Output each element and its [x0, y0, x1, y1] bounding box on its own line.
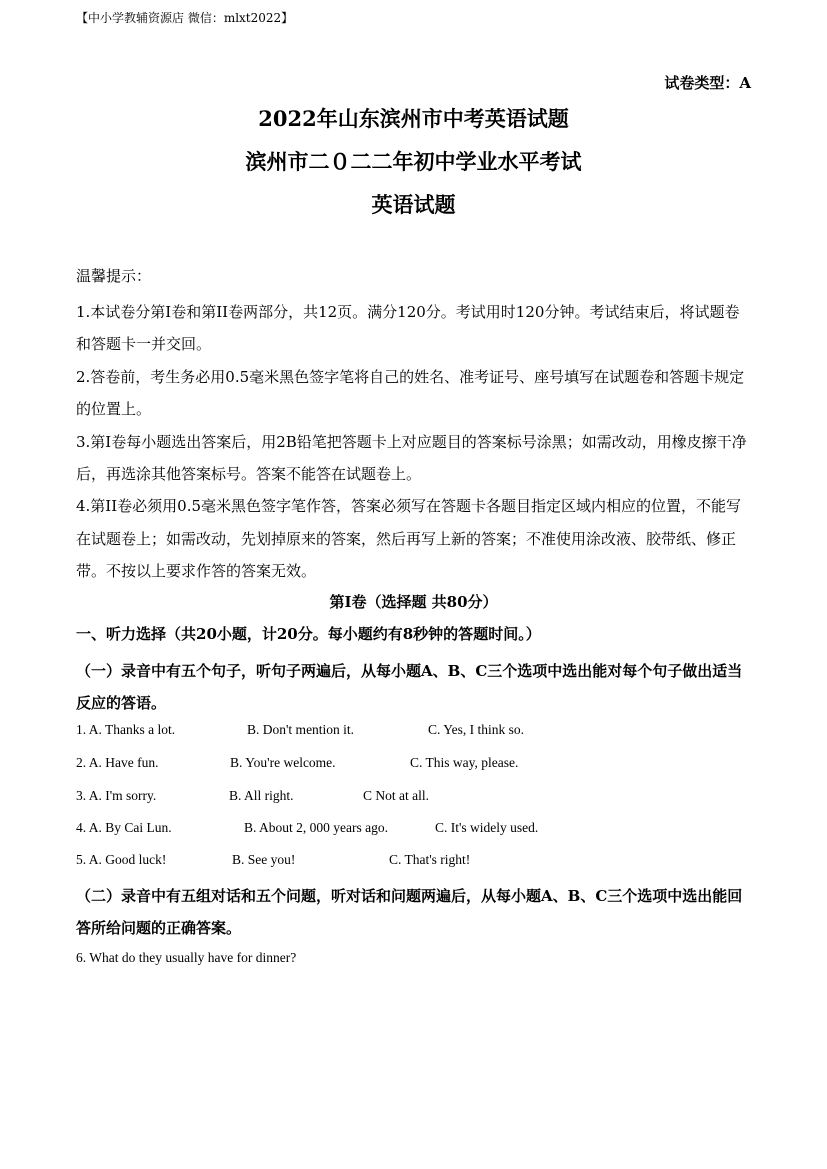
option-b: B. You're welcome.: [230, 755, 336, 770]
notice-item: 2.答卷前，考生务必用0.5毫米黑色签字笔将自己的姓名、准考证号、座号填写在试题卷和答题卡规定的位置上。: [76, 367, 745, 419]
paper-type: 试卷类型：A: [664, 74, 751, 92]
option-b: B. See you!: [232, 852, 296, 867]
part-one-title: 一、听力选择（共20小题，计20分。每小题约有8秒钟的答题时间。）: [76, 625, 541, 643]
notice-heading: 温馨提示：: [76, 267, 152, 285]
option-a: 2. A. Have fun.: [76, 755, 159, 770]
option-a: 1. A. Thanks a lot.: [76, 722, 176, 737]
notices: [76, 296, 752, 588]
sub-one-instruction: （一）录音中有五个句子，听句子两遍后，从每小题A、B、C三个选项中选出能对每个句子做出适当反应的答语。: [76, 662, 743, 712]
subject-title: 英语试题: [371, 192, 456, 217]
option-c: C. This way, please.: [410, 755, 519, 770]
notice-item: 1.本试卷分第Ⅰ卷和第II卷两部分，共12页。满分120分。考试用时120分钟。考试结束后，将试题卷和答题卡一并交回。: [76, 303, 740, 354]
option-c: C. That's right!: [389, 852, 471, 867]
notice-item: 3.第Ⅰ卷每小题选出答案后，用2B铅笔把答题卡上对应题目的答案标号涂黑；如需改动，用橡皮擦干净后，再选涂其他答案标号。答案不能答在试题卷上。: [76, 432, 747, 484]
option-c: C Not at all.: [363, 788, 429, 803]
header-note: 【中小学教辅资源店 微信：mlxt2022】: [76, 11, 294, 25]
option-b: B. All right.: [229, 788, 294, 803]
question-6: 6. What do they usually have for dinner?: [76, 950, 297, 965]
option-b: B. Don't mention it.: [247, 722, 355, 737]
option-a: 4. A. By Cai Lun.: [76, 820, 172, 835]
exam-title: 2022年山东滨州市中考英语试题: [258, 106, 569, 131]
option-a: 3. A. I'm sorry.: [76, 788, 157, 803]
option-a: 5. A. Good luck!: [76, 852, 167, 867]
exam-subtitle: 滨州市二０二二年初中学业水平考试: [245, 149, 582, 174]
option-c: C. Yes, I think so.: [428, 722, 525, 737]
option-c: C. It's widely used.: [435, 820, 539, 835]
notice-item: 4.第II卷必须用0.5毫米黑色签字笔作答，答案必须写在答题卡各题目指定区域内相应的位置，不能写在试题卷上；如需改动，先划掉原来的答案，然后再写上新的答案；不准使用涂改液、胶带纸、修正带。不按以上要求作答的答案无效。: [76, 497, 742, 581]
option-b: B. About 2, 000 years ago.: [244, 820, 388, 835]
sub-two-instruction: （二）录音中有五组对话和五个问题，听对话和问题两遍后，从每小题A、B、C三个选项中选出能回答所给问题的正确答案。: [76, 887, 743, 937]
section-title: 第I卷（选择题 共80分）: [329, 593, 498, 611]
